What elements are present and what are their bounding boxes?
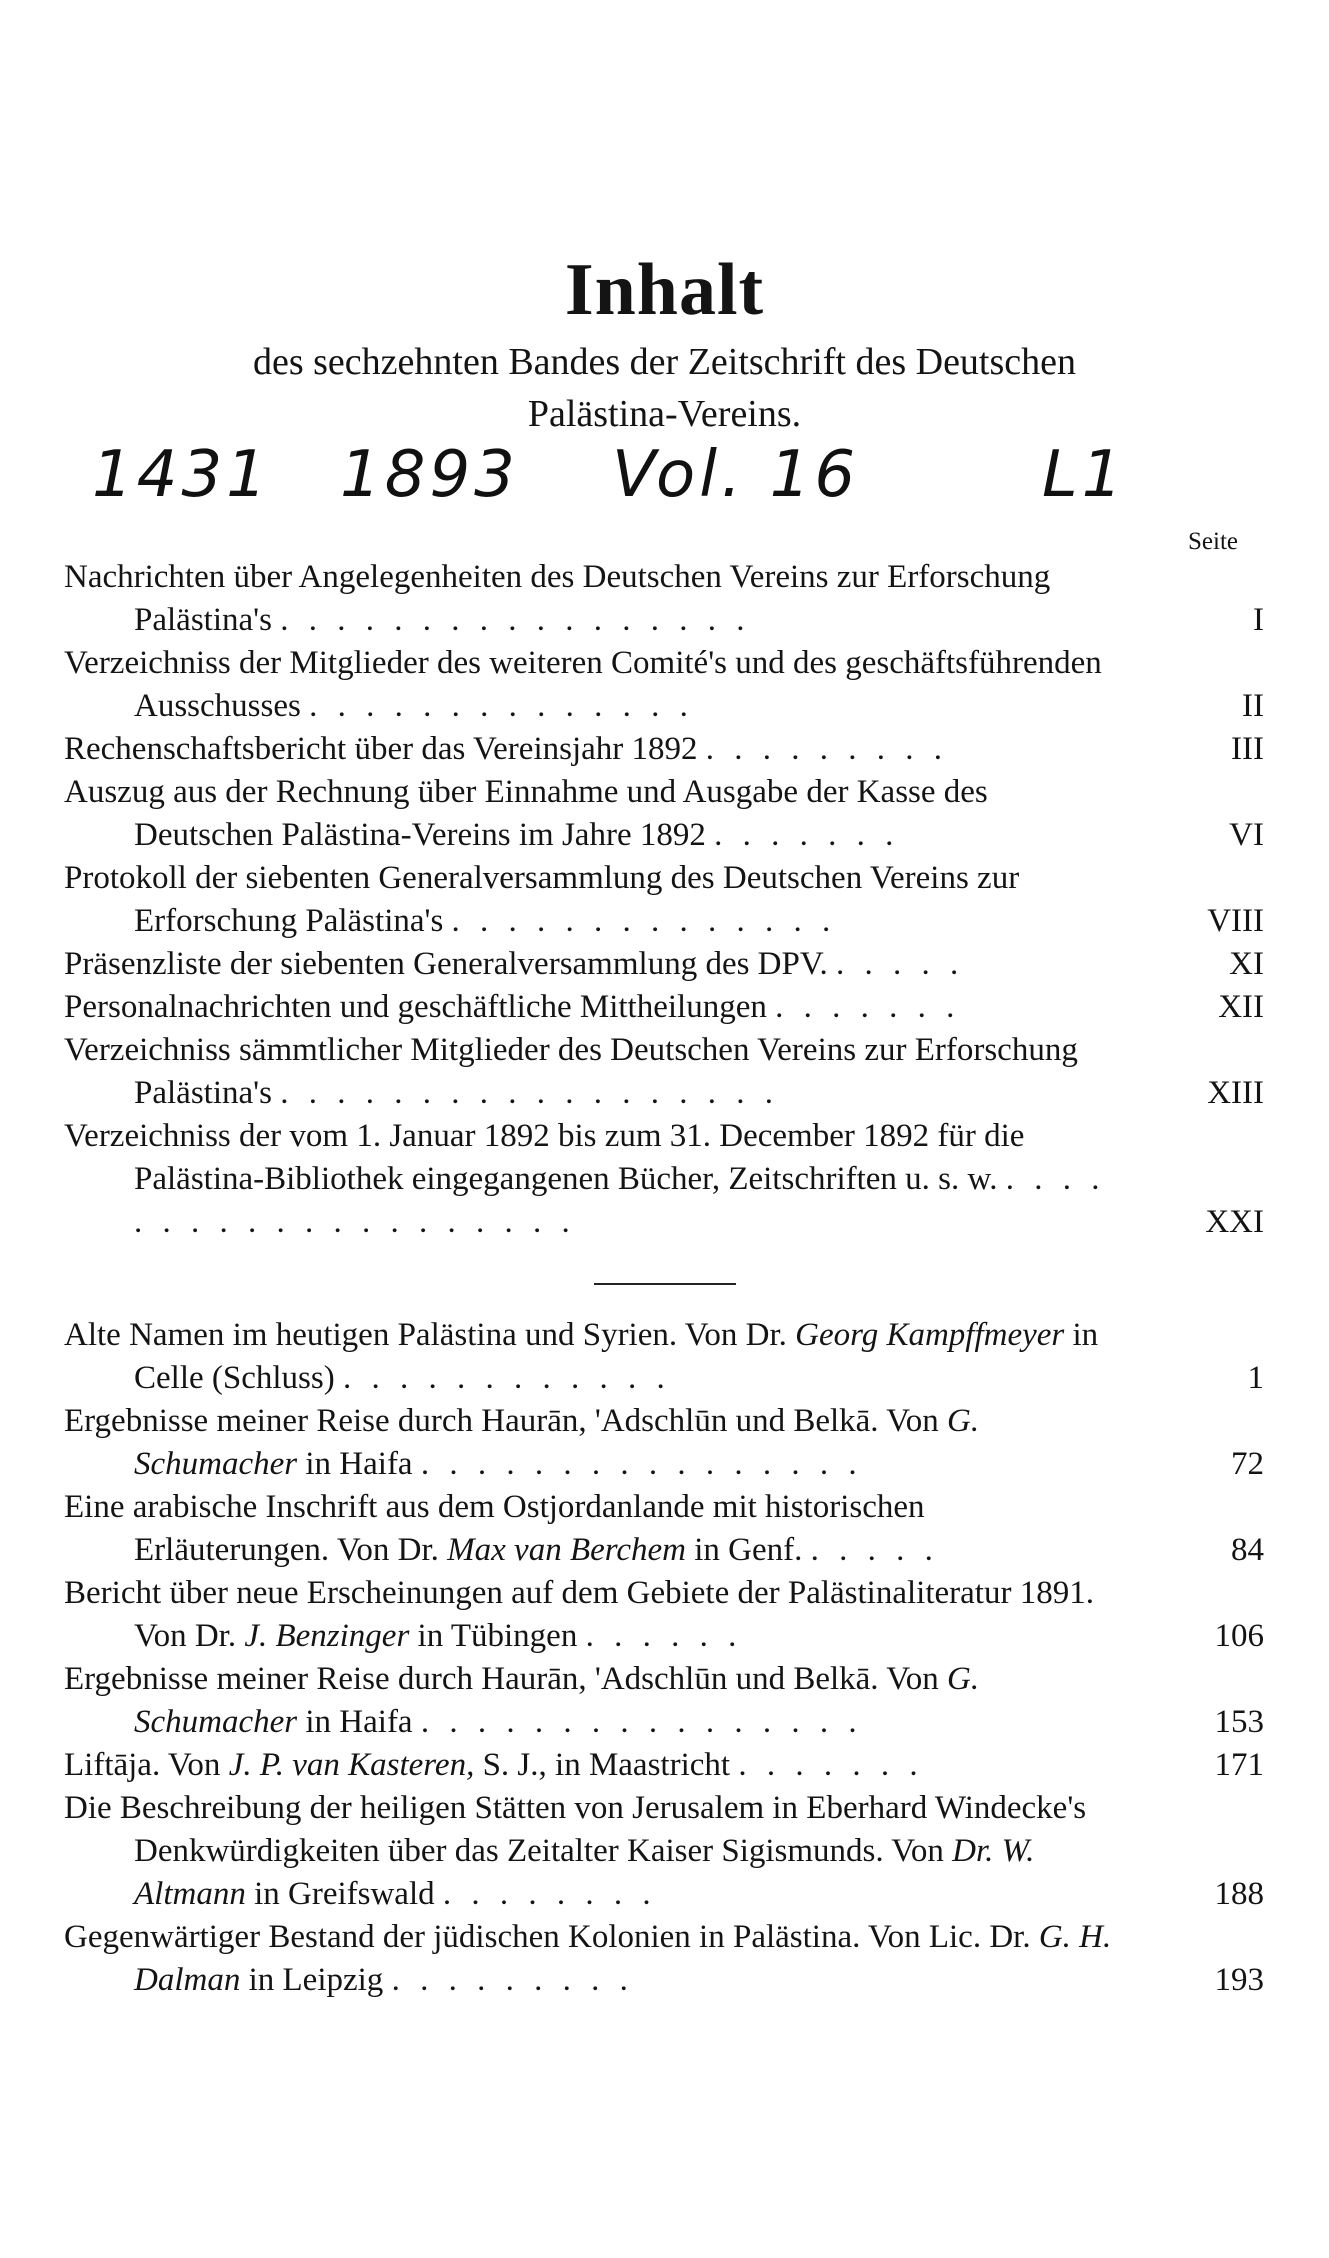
dot-leader: . . . . . . [585, 1618, 743, 1654]
toc-entry [64, 771, 1264, 857]
toc-entry-location: in Leipzig [240, 1962, 384, 1998]
toc-entry [64, 1314, 1264, 1400]
toc-entry-location: in Haifa [297, 1704, 413, 1740]
dot-leader: . . . . . . . . . . . . . . . . . . . . [134, 1161, 1106, 1240]
toc-entry-title: Bericht über neue Erscheinungen auf dem Gebiete der Palästinaliteratur 1891. Von Dr. [64, 1575, 1094, 1654]
toc-entry-title: Verzeichniss der Mitglieder des weiteren Comité's und des geschäftsführenden Ausschusses [64, 645, 1102, 724]
dot-leader: . . . . . . . . . . . . . . . . . [280, 602, 751, 638]
toc-entry [64, 1029, 1264, 1115]
toc-entry-author: Georg Kampffmeyer [795, 1317, 1065, 1353]
toc-entry-title: Verzeichniss der vom 1. Januar 1892 bis zum 31. December 1892 für die Palästina-Bibliothek eingegangenen Bücher, Zeitschriften u. s. w. [64, 1118, 1025, 1197]
articles-list [64, 1314, 1264, 2002]
section-divider [594, 1283, 736, 1285]
toc-entry-page: XII [1218, 989, 1264, 1025]
toc-entry-location: S. J., in Maastricht [474, 1747, 731, 1783]
toc-entry [64, 986, 1264, 1029]
toc-entry-page: XI [1229, 946, 1264, 982]
toc-entry-page: VI [1229, 817, 1264, 853]
dot-leader: . . . . . . . . . [705, 731, 949, 767]
toc-entry-page: XIII [1207, 1075, 1264, 1111]
toc-entry-title: Ergebnisse meiner Reise durch Haurān, 'Adschlūn und Belkā. Von [64, 1661, 948, 1697]
toc-entry-page: 188 [1214, 1876, 1264, 1912]
dot-leader: . . . . . . . . . . . . . . . . . . [280, 1075, 779, 1111]
toc-entry [64, 1400, 1264, 1486]
dot-leader: . . . . . [810, 1532, 939, 1568]
toc-entry-author: Dr. W. Altmann [134, 1833, 1035, 1912]
toc-entry-title: Die Beschreibung der heiligen Stätten von Jerusalem in Eberhard Windecke's Denkwürdigkeiten über das Zeitalter Kaiser Sigismunds. Von [64, 1790, 1087, 1869]
toc-entry-title: Liftāja. Von [64, 1747, 229, 1783]
toc-entry-title: Alte Namen im heutigen Palästina und Syrien. Von Dr. [64, 1317, 796, 1353]
toc-entry-author: G. Schumacher [134, 1661, 980, 1740]
toc-entry [64, 556, 1264, 642]
toc-entry [64, 1572, 1264, 1658]
dot-leader: . . . . . [835, 946, 965, 982]
toc-entry-title: Nachrichten über Angelegenheiten des Deutschen Vereins zur Erforschung Palästina's [64, 559, 1051, 638]
toc-entry-page: 171 [1214, 1747, 1264, 1783]
dot-leader: . . . . . . . . . . . . [342, 1360, 671, 1396]
toc-entry-page: 193 [1214, 1962, 1264, 1998]
page-title: Inhalt [564, 249, 765, 331]
toc-entry-author: J. P. van Kasteren, [228, 1747, 475, 1783]
handwritten-shelf-mark: L1 [1042, 438, 1127, 512]
toc-entry-author: G. Schumacher [134, 1403, 980, 1482]
toc-entry-title: Ergebnisse meiner Reise durch Haurān, 'Adschlūn und Belkā. Von [64, 1403, 948, 1439]
page-subtitle-line-1: des sechzehnten Bandes der Zeitschrift des Deutschen [252, 341, 1077, 383]
toc-entry-location: in Haifa [297, 1446, 413, 1482]
toc-entry-location: in Greifswald [245, 1876, 435, 1912]
toc-entry [64, 857, 1264, 943]
dot-leader: . . . . . . . . . [391, 1962, 634, 1998]
toc-entry [64, 1658, 1264, 1744]
toc-entry [64, 1115, 1264, 1244]
toc-entry [64, 1744, 1264, 1787]
page-subtitle-line-2: Palästina-Vereins. [527, 393, 802, 435]
toc-entry-page: 106 [1214, 1618, 1264, 1654]
toc-entry-author: J. Benzinger [244, 1618, 410, 1654]
toc-entry-title: Gegenwärtiger Bestand der jüdischen Kolonien in Palästina. Von Lic. Dr. [64, 1919, 1039, 1955]
dot-leader: . . . . . . . . . . . . . . [451, 903, 837, 939]
toc-entry-page: I [1253, 602, 1264, 638]
toc-entry-location: in Celle (Schluss) [134, 1317, 1099, 1396]
toc-entry-author: Max van Berchem [447, 1532, 686, 1568]
toc-entry-page: 1 [1247, 1360, 1264, 1396]
handwritten-call-number: 1431 [92, 438, 271, 512]
toc-entry-page: 153 [1214, 1704, 1264, 1740]
toc-entry [64, 1787, 1264, 1916]
toc-entry-page: 84 [1231, 1532, 1264, 1568]
toc-entry-location: in Genf. [686, 1532, 803, 1568]
toc-entry [64, 642, 1264, 728]
toc-entry-title: Verzeichniss sämmtlicher Mitglieder des Deutschen Vereins zur Erforschung Palästina's [64, 1032, 1078, 1111]
toc-entry [64, 943, 1264, 986]
toc-entry-title: Eine arabische Inschrift aus dem Ostjordanlande mit historischen Erläuterungen. Von Dr. [64, 1489, 925, 1568]
toc-entry [64, 1916, 1264, 2002]
toc-entry-title: Präsenzliste der siebenten Generalversammlung des DPV. [64, 946, 828, 982]
page-column-header: Seite [1188, 528, 1238, 555]
dot-leader: . . . . . . . [738, 1747, 924, 1783]
toc-entry-location: in Tübingen [409, 1618, 578, 1654]
toc-entry-page: XXI [1205, 1204, 1264, 1240]
toc-entry-page: VIII [1207, 903, 1264, 939]
toc-entry-title: Rechenschaftsbericht über das Vereinsjahr 1892 [64, 731, 698, 767]
toc-entry-title: Auszug aus der Rechnung über Einnahme und Ausgabe der Kasse des Deutschen Palästina-Vereins im Jahre 1892 [64, 774, 988, 853]
dot-leader: . . . . . . . . [442, 1876, 657, 1912]
dot-leader: . . . . . . . . . . . . . . . . [420, 1704, 863, 1740]
toc-entry-author: G. H. Dalman [134, 1919, 1112, 1998]
toc-entry [64, 1486, 1264, 1572]
toc-entry-title: Personalnachrichten und geschäftliche Mittheilungen [64, 989, 767, 1025]
toc-entry-page: II [1242, 688, 1264, 724]
dot-leader: . . . . . . . [714, 817, 900, 853]
toc-entry [64, 728, 1264, 771]
handwritten-year: 1893 [340, 438, 519, 512]
dot-leader: . . . . . . . . . . . . . . [309, 688, 694, 724]
toc-entry-title: Protokoll der siebenten Generalversammlung des Deutschen Vereins zur Erforschung Palästina's [64, 860, 1020, 939]
toc-entry-page: III [1231, 731, 1264, 767]
dot-leader: . . . . . . . [775, 989, 961, 1025]
dot-leader: . . . . . . . . . . . . . . . . [420, 1446, 863, 1482]
toc-entry-page: 72 [1231, 1446, 1264, 1482]
handwritten-volume: Vol. 16 [612, 438, 860, 512]
front-matter-list [64, 556, 1264, 1244]
